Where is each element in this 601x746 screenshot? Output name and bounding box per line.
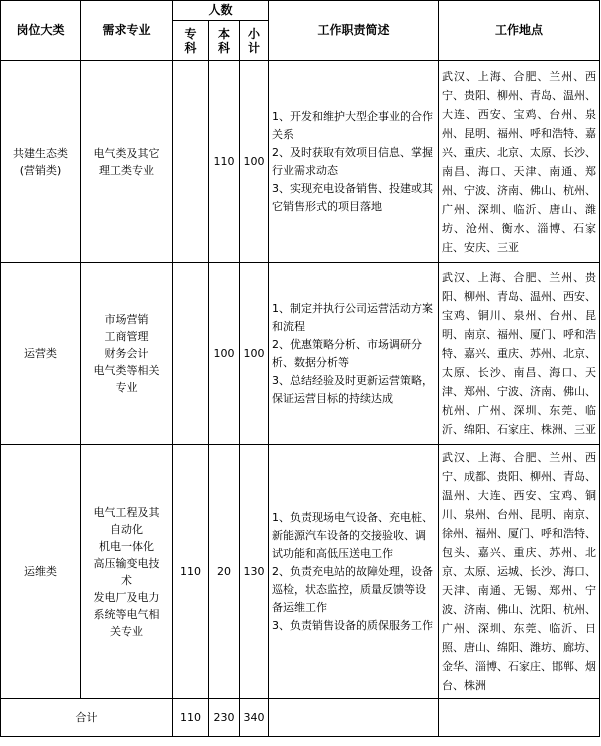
row-major: 电气工程及其 自动化 机电一体化 高压输变电技 术 发电厂及电力 系统等电气相 关专业 <box>81 445 173 699</box>
row-duties: 1、制定并执行公司运营活动方案和流程 2、优惠策略分析、市场调研分析、数据分析等 3、总结经验及时更新运营策略，保证运营目标的持续达成 <box>269 263 439 445</box>
row-locations: 武汉、上海、合肥、兰州、西宁、贵阳、柳州、青岛、温州、大连、西安、宝鸡、台州、泉州、昆明、福州、呼和浩特、嘉兴、重庆、北京、太原、长沙、南昌、海口、天津、南通、郑州、宁波、济南、佛山、杭州、广州、深圳、临沂、唐山、潍坊、沧州、衡水、淄博、石家庄、安庆、三亚 <box>439 61 600 263</box>
header-category: 岗位大类 <box>1 1 81 61</box>
header-headcount: 人数 <box>173 1 269 21</box>
header-subtotal: 小 计 <box>240 21 269 61</box>
table-row <box>1 61 600 263</box>
row-major: 市场营销 工商管理 财务会计 电气类等相关 专业 <box>81 263 173 445</box>
total-label: 合计 <box>1 699 173 737</box>
total-bachelor: 230 <box>209 699 240 737</box>
total-duties-empty <box>269 699 439 737</box>
header-row <box>1 1 600 21</box>
row-subtotal: 100 <box>240 263 269 445</box>
row-duties: 1、开发和维护大型企事业的合作关系 2、及时获取有效项目信息、掌握行业需求动态 3、实现充电设备销售、投建或其它销售形式的项目落地 <box>269 61 439 263</box>
total-row <box>1 699 600 737</box>
row-bachelor: 110 <box>209 61 240 263</box>
row-bachelor: 20 <box>209 445 240 699</box>
row-duties: 1、负责现场电气设备、充电桩、新能源汽车设备的交接验收、调试功能和高低压送电工作 2、负责充电站的故障处理，设备巡检，状态监控，质量反馈等设备运维工作 3、负责销售设备的质保服务工作 <box>269 445 439 699</box>
table-row <box>1 445 600 699</box>
row-junior: 110 <box>173 445 209 699</box>
row-bachelor: 100 <box>209 263 240 445</box>
header-bachelor: 本 科 <box>209 21 240 61</box>
row-category: 运维类 <box>1 445 81 699</box>
row-category: 共建生态类 (营销类) <box>1 61 81 263</box>
header-major: 需求专业 <box>81 1 173 61</box>
total-location-empty <box>439 699 600 737</box>
total-subtotal: 340 <box>240 699 269 737</box>
row-locations: 武汉、上海、合肥、兰州、贵阳、柳州、青岛、温州、西安、宝鸡、铜川、泉州、台州、昆明、南京、福州、厦门、呼和浩特、嘉兴、重庆、苏州、北京、太原、长沙、南昌、海口、天津、郑州、宁波、济南、佛山、杭州、广州、深圳、东莞、临沂、绵阳、石家庄、株洲、三亚 <box>439 263 600 445</box>
row-subtotal: 100 <box>240 61 269 263</box>
row-subtotal: 130 <box>240 445 269 699</box>
header-location: 工作地点 <box>439 1 600 61</box>
header-junior: 专 科 <box>173 21 209 61</box>
row-category: 运营类 <box>1 263 81 445</box>
row-junior <box>173 61 209 263</box>
total-junior: 110 <box>173 699 209 737</box>
table-row <box>1 263 600 445</box>
row-locations: 武汉、上海、合肥、兰州、西宁、成都、贵阳、柳州、青岛、温州、大连、西安、宝鸡、铜川、泉州、台州、昆明、南京、徐州、福州、厦门、呼和浩特、包头、嘉兴、重庆、苏州、北京、太原、运城、长沙、海口、天津、南通、无锡、郑州、宁波、济南、佛山、沈阳、杭州、广州、深圳、东莞、临沂、日照、唐山、绵阳、潍坊、廊坊、金华、淄博、石家庄、邯郸、烟台、株洲 <box>439 445 600 699</box>
row-junior <box>173 263 209 445</box>
row-major: 电气类及其它 理工类专业 <box>81 61 173 263</box>
header-duties: 工作职责简述 <box>269 1 439 61</box>
